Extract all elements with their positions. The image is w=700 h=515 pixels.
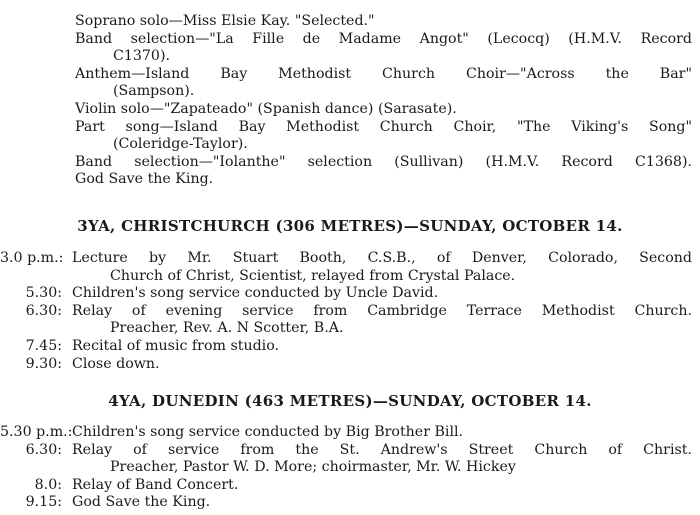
schedule-row	[0, 303, 700, 321]
schedule-row	[0, 424, 700, 442]
schedule-time: 8.0:	[34, 476, 62, 493]
program-line: (Sampson).	[113, 83, 195, 100]
schedule-time	[0, 320, 62, 338]
schedule-time: 9.15:	[25, 494, 62, 511]
section-heading-4ya: 4YA, DUNEDIN (463 METRES)—SUNDAY, OCTOBER 14.	[108, 392, 592, 410]
program-list	[0, 13, 700, 189]
schedule-row	[0, 250, 700, 268]
schedule-3ya	[0, 250, 700, 373]
program-line: Band selection—"Iolanthe" selection (Sullivan) (H.M.V. Record C1368).	[75, 153, 692, 170]
program-line: Soprano solo—Miss Elsie Kay. "Selected."	[75, 13, 375, 29]
schedule-time	[0, 268, 62, 286]
schedule-time: 6.30:	[25, 302, 62, 319]
schedule-row	[0, 285, 700, 303]
schedule-row	[0, 320, 700, 338]
schedule-time: 3.0 p.m.:	[0, 250, 64, 266]
schedule-row	[0, 494, 700, 512]
schedule-time: 5.30 p.m.:	[0, 424, 73, 440]
schedule-row	[0, 477, 700, 495]
schedule-text: Relay of Band Concert.	[72, 476, 239, 493]
program-line: Part song—Island Bay Methodist Church Choir, "The Viking's Song"	[75, 118, 692, 135]
schedule-4ya	[0, 424, 700, 512]
program-line: Violin solo—"Zapateado" (Spanish dance) (Sarasate).	[75, 100, 457, 117]
schedule-row	[0, 338, 700, 356]
schedule-text: Preacher, Pastor W. D. More; choirmaster, Mr. W. Hickey	[110, 459, 516, 476]
schedule-text: Close down.	[72, 355, 160, 372]
schedule-text: Recital of music from studio.	[72, 337, 280, 354]
program-line: (Coleridge-Taylor).	[113, 136, 248, 153]
schedule-text: Relay of service from the St. Andrew's Street Church of Christ.	[72, 441, 692, 458]
schedule-text: Children's song service conducted by Big Brother Bill.	[72, 424, 464, 440]
schedule-time: 7.45:	[25, 337, 62, 354]
schedule-text: Church of Christ, Scientist, relayed from Crystal Palace.	[110, 267, 516, 284]
schedule-row	[0, 356, 700, 374]
schedule-row	[0, 268, 700, 286]
program-line: Anthem—Island Bay Methodist Church Choir—"Across the Bar"	[75, 65, 692, 82]
schedule-text: Relay of evening service from Cambridge Terrace Methodist Church.	[72, 302, 692, 319]
schedule-text: Lecture by Mr. Stuart Booth, C.S.B., of Denver, Colorado, Second	[72, 250, 692, 266]
schedule-row	[0, 459, 700, 477]
schedule-text: Preacher, Rev. A. N Scotter, B.A.	[110, 320, 344, 337]
program-line: Band selection—"La Fille de Madame Angot" (Lecocq) (H.M.V. Record	[75, 30, 692, 47]
schedule-text: Children's song service conducted by Uncle David.	[72, 285, 439, 302]
schedule-text: God Save the King.	[72, 494, 211, 511]
section-heading-3ya: 3YA, CHRISTCHURCH (306 METRES)—SUNDAY, OCTOBER 14.	[77, 217, 623, 235]
program-line: God Save the King.	[75, 171, 214, 188]
program-line: C1370).	[113, 48, 171, 65]
schedule-time: 5.30:	[25, 285, 62, 302]
schedule-time	[0, 459, 62, 477]
schedule-time: 9.30:	[25, 355, 62, 372]
schedule-row	[0, 442, 700, 460]
schedule-time: 6.30:	[25, 441, 62, 458]
